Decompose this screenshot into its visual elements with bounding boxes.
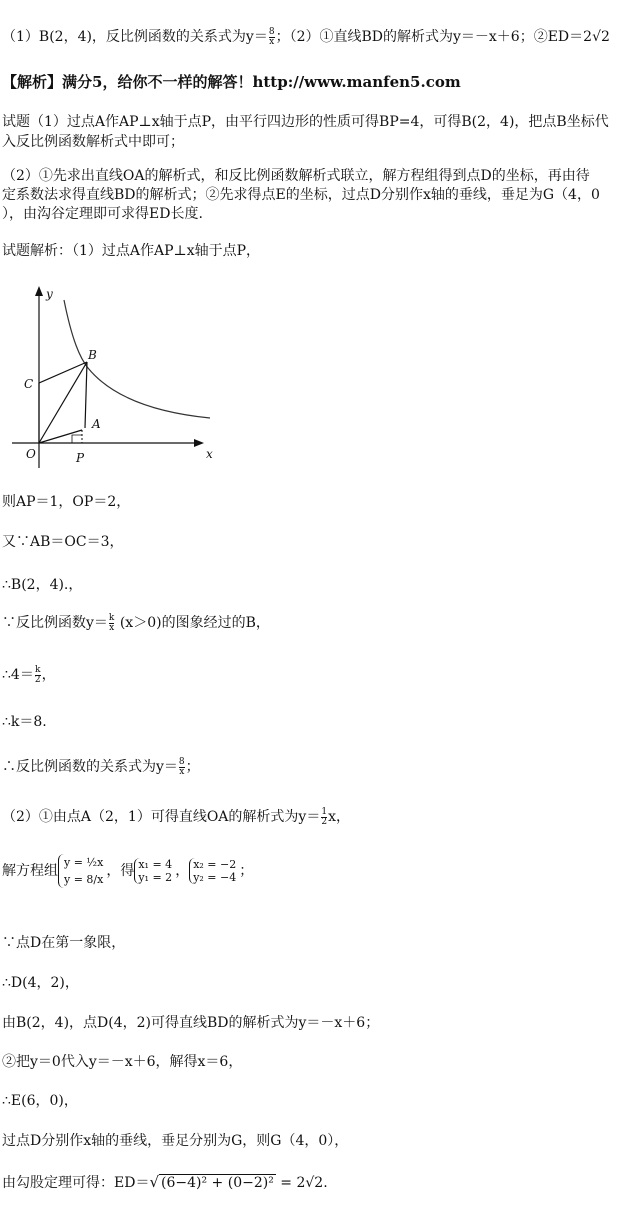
step-d-coord: ∴D(4，2)， xyxy=(2,975,79,991)
step-ap-op: 则AP＝1，OP＝2， xyxy=(2,494,131,510)
solution-y1: y₁ = 2 xyxy=(138,871,173,884)
label-y: y xyxy=(46,287,53,301)
label-b: B xyxy=(88,348,97,362)
frac-denominator: 2 xyxy=(34,674,41,685)
step-oa-tail: x， xyxy=(328,809,350,825)
frac-denominator: x xyxy=(179,766,185,777)
segment-ba xyxy=(85,362,87,428)
step-four-text: ∴4＝ xyxy=(2,667,34,683)
solve-end: ； xyxy=(239,863,254,879)
frac-denominator: 2 xyxy=(321,816,328,827)
equation-1: y = ½x xyxy=(64,856,104,869)
solution-y2: y₂ = −4 xyxy=(193,871,237,884)
analysis-part2-line2: 定系数法求得直线BD的解析式；②先求得点E的坐标，过点D分别作x轴的垂线，垂足为G（4，0 xyxy=(2,187,600,203)
radicand: (6−4)² + (0−2)² xyxy=(161,1175,274,1191)
step-oa-line xyxy=(2,806,350,827)
answer-fraction xyxy=(269,28,275,47)
solution-x1: x₁ = 4 xyxy=(138,858,173,871)
analysis-part1-line1: 试题（1）过点A作AP⊥x轴于点P，由平行四边形的性质可得BP=4，可得B(2，4)，把点B坐标代 xyxy=(2,114,609,130)
solve-sep: ， xyxy=(175,863,190,879)
label-a: A xyxy=(92,417,101,431)
fraction-1-2 xyxy=(321,808,327,827)
step-k-value: ∴k＝8. xyxy=(2,714,47,730)
step-relation-tail: ； xyxy=(185,759,200,775)
answer-radical: 2√2 xyxy=(583,29,610,45)
step-relation xyxy=(2,756,200,777)
analysis-banner: 【解析】满分5，给你不一样的解答！http://www.manfen5.com xyxy=(2,73,461,91)
analysis-part2-line1: （2）①先求出直线OA的解析式，和反比例函数解析式联立，解方程组得到点D的坐标，再由待 xyxy=(2,168,590,184)
step-pythagoras xyxy=(2,1172,328,1192)
label-p: P xyxy=(76,451,85,465)
sqrt-icon: √ xyxy=(149,1173,160,1191)
step-inverse-func xyxy=(2,612,270,633)
step-relation-text: ∴反比例函数的关系式为y＝ xyxy=(2,759,178,775)
answer-part2: ；（2）①直线BD的解析式为y＝－x＋6；②ED＝ xyxy=(275,29,584,45)
y-axis-arrow xyxy=(35,286,43,296)
label-o: O xyxy=(26,447,36,461)
frac-numerator: k xyxy=(108,612,115,623)
pythagoras-text: 由勾股定理可得：ED＝ xyxy=(2,1175,150,1191)
solution-set-1 xyxy=(134,858,175,884)
solve-get: ，得 xyxy=(106,863,135,879)
frac-numerator: 1 xyxy=(321,806,328,817)
frac-denominator: x xyxy=(269,36,275,47)
step-perpendicular: 过点D分别作x轴的垂线，垂足分别为G，则G（4，0）， xyxy=(2,1133,349,1149)
pythagoras-end: . xyxy=(323,1175,328,1191)
fraction-8-x xyxy=(179,758,185,777)
equation-2: y = 8/x xyxy=(64,873,104,886)
answer-part1: （1）B(2，4)，反比例函数的关系式为y＝ xyxy=(2,29,268,45)
analysis-part2-line3: ），由沟谷定理即可求得ED长度. xyxy=(2,206,203,222)
solution-x2: x₂ = −2 xyxy=(193,858,237,871)
solution-intro: 试题解析：（1）过点A作AP⊥x轴于点P， xyxy=(2,243,261,259)
step-bd-line: 由B(2，4)，点D(4，2)可得直线BD的解析式为y＝－x＋6； xyxy=(2,1015,380,1031)
frac-numerator: 8 xyxy=(178,756,185,767)
fraction-k-x xyxy=(109,614,114,633)
right-angle-mark xyxy=(72,435,82,443)
step-inverse-func-tail: (x＞0)的图象经过的B， xyxy=(115,615,270,631)
step-oa-text: （2）①由点A（2，1）可得直线OA的解析式为y＝ xyxy=(2,809,321,825)
step-four-equals xyxy=(2,664,56,685)
equation-system xyxy=(58,854,106,888)
step-ab-oc: 又∵AB＝OC＝3， xyxy=(2,534,124,550)
x-axis-arrow xyxy=(194,439,204,447)
step-inverse-func-text: ∵反比例函数y＝ xyxy=(2,615,108,631)
solve-text: 解方程组 xyxy=(2,863,58,879)
step-four-tail: ， xyxy=(41,667,56,683)
label-x: x xyxy=(206,447,213,461)
geometry-figure xyxy=(0,280,240,475)
answer-line xyxy=(2,26,610,47)
step-solve-system xyxy=(2,854,253,888)
pythagoras-result: = 2√2 xyxy=(275,1175,324,1191)
frac-numerator: 8 xyxy=(268,26,275,37)
label-c: C xyxy=(24,377,34,391)
step-b-coord: ∴B(2，4).， xyxy=(2,577,83,593)
step-e-coord: ∴E(6，0)， xyxy=(2,1093,78,1109)
segment-cb xyxy=(39,362,87,383)
analysis-part1-line2: 入反比例函数解析式中即可； xyxy=(2,134,184,150)
solution-set-2 xyxy=(189,858,239,884)
step-substitute: ②把y＝0代入y＝－x＋6，解得x＝6， xyxy=(2,1054,243,1070)
frac-numerator: k xyxy=(34,664,41,675)
fraction-k-2 xyxy=(35,666,41,685)
frac-denominator: x xyxy=(109,622,115,633)
step-first-quadrant: ∵点D在第一象限， xyxy=(2,935,126,951)
